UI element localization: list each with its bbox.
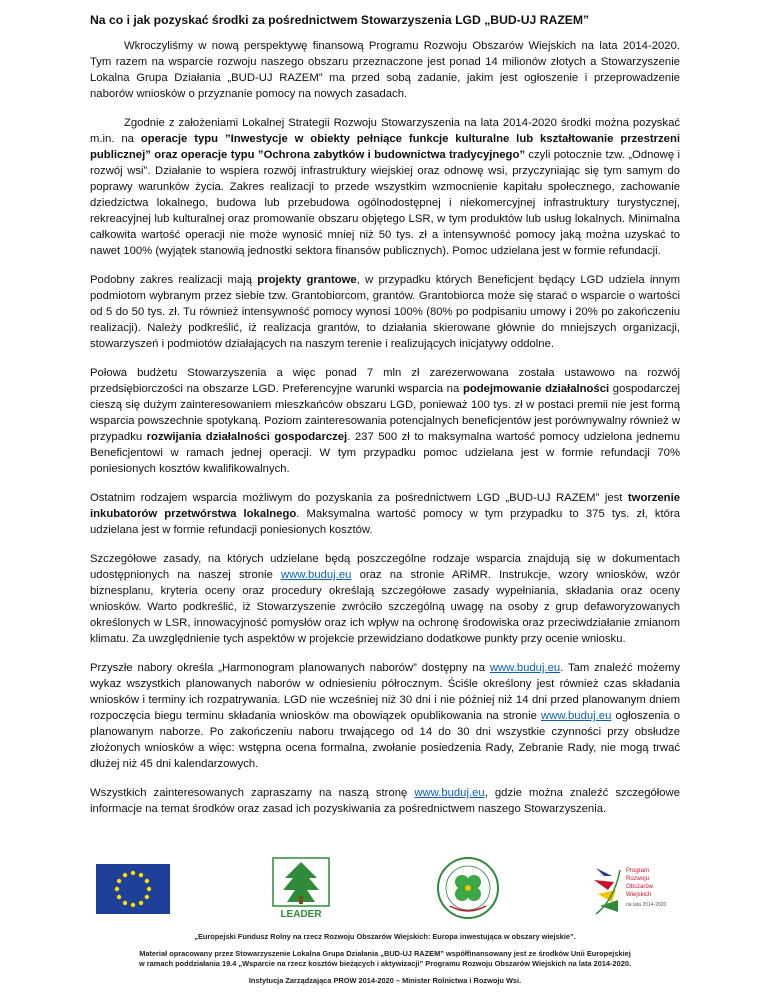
prow-logo — [590, 860, 680, 920]
paragraph-invitation — [90, 785, 680, 817]
prow-line-4: Wiejskich — [626, 892, 652, 898]
text-run: . Tam znaleźć możemy wykaz wszystkich planowanych naborów w odniesieniu półrocznym. Ściśle określony jest również czas składania wniosków i terminy ich rozpatrywania. LGD nie wcześniej niż 30 dni i nie później niż 14 dni przed planowanym dniem rozpoczęcia biegu terminu składania wniosków ma obowiązek opublikowania na stronie — [90, 662, 680, 722]
paragraph-grant-projects — [90, 272, 680, 352]
prow-years: na lata 2014-2020 — [626, 902, 667, 908]
website-link[interactable]: www.buduj.eu — [281, 569, 352, 581]
prow-line-1: Program — [626, 868, 650, 874]
leader-logo — [268, 856, 334, 920]
lgd-seal-logo — [436, 856, 500, 920]
bold-run: projekty grantowe — [257, 274, 357, 286]
bold-run: rozwijania działalności gospodarczej — [146, 431, 348, 443]
footer-line-cofinancing-1: Materiał opracowany przez Stowarzyszenie Lokalna Grupa Działania „BUD-UJ RAZEM” współfinansowany jest ze środków Unii Europejskiej — [139, 948, 631, 958]
text-run: Ostatnim rodzajem wsparcia możliwym do pozyskania za pośrednictwem LGD „BUD-UJ RAZEM” jest — [90, 492, 628, 504]
bold-run: podejmowanie działalności — [462, 383, 610, 395]
document-page — [90, 12, 680, 830]
text-run: Podobny zakres realizacji mają — [90, 274, 258, 286]
paragraph-incubators — [90, 490, 680, 538]
bold-run: operacje typu ”Inwestycje w obiekty pełniące funkcje kulturalne lub kształtowanie przestrzeni publicznej” oraz operacje typu ”Ochrona zabytków i budownictwa tradycyjnego” — [90, 133, 680, 161]
leader-logo-text: LEADER — [280, 909, 322, 920]
website-link[interactable]: www.buduj.eu — [541, 710, 612, 722]
paragraph-schedule — [90, 660, 680, 772]
text-run: . 237 500 zł to maksymalna wartość pomocy udzielona jednemu Beneficjentowi w ramach jednej operacji. W tym przypadku pomoc udzielana jest w formie refundacji 70% poniesionych kosztów kwalifikowalnych. — [90, 431, 680, 475]
prow-line-2: Rozwoju — [626, 876, 650, 882]
text-run: ogłoszenia o planowanym naborze. Po zakończeniu naboru trwającego od 14 do 30 dni wszystkie czynności przy obsłudze złożonych wniosków a więc: wstępna ocena formalna, zwołanie posiedzenia Rady, Zebranie Rady, nie mogą trwać dłużej niż 45 dni kalendarzowych. — [90, 710, 680, 770]
text-run: . Maksymalna wartość pomocy w tym przypadku to 375 tys. zł, która udzielana jest w formie refundacji poniesionych kosztów. — [90, 508, 680, 536]
website-link[interactable]: www.buduj.eu — [414, 787, 485, 799]
text-run: Szczegółowe zasady, na których udzielane będą poszczególne rodzaje wsparcia znajdują się w dokumentach udostępnionych na naszej stronie — [90, 553, 680, 581]
text-run: Przyszłe nabory określa „Harmonogram planowanych naborów” dostępny na — [90, 662, 490, 674]
logos-strip — [90, 856, 680, 926]
footer-line-motto: „Europejski Fundusz Rolny na rzecz Rozwoju Obszarów Wiejskich: Europa inwestująca w obszary wiejskie”. — [194, 932, 576, 941]
footer-credits — [90, 932, 680, 992]
text-run: Zgodnie z założeniami Lokalnej Strategii Rozwoju Stowarzyszenia na lata 2014-2020 środki można pozyskać m.in. na — [90, 117, 680, 145]
text-run: , w przypadku których Beneficjent będący LGD udziela innym podmiotom wybranym przez siebie tzw. Grantobiorcom, grantów. Grantobiorca może się starać o wsparcie o wartości od 5 do 50 tys. zł. Tu również intensywność pomocy wynosi 100% (80% po podpisaniu umowy i 20% po zakończeniu realizacji). Należy podkreślić, iż realizacja grantów, to działania skierowane głównie do mniejszych organizacji, stowarzyszeń i podmiotów działających na naszym terenie i realizujących inicjatywy oddolne. — [90, 274, 680, 350]
paragraph-intro: Wkroczyliśmy w nową perspektywę finansową Programu Rozwoju Obszarów Wiejskich na lata 2014-2020. Tym razem na wsparcie rozwoju naszego obszaru przeznaczone jest ponad 14 milionów złotych a Stowarzyszenie Lokalna Grupa Działania „BUD-UJ RAZEM” ma przed sobą zadanie, jakim jest ogłoszenie i przeprowadzenie naborów wniosków o przyznanie pomocy na nowych zasadach. — [90, 40, 680, 100]
footer-line-cofinancing-2: w ramach poddziałania 19.4 „Wsparcie na rzecz kosztów bieżących i aktywizacji” Programu Rozwoju Obszarów Wiejskich na lata 2014-2020. — [139, 959, 631, 968]
text-run: czyli potocznie tzw. „Odnowę i rozwój wsi”. Działanie to wspiera rozwój infrastruktury wiejskiej oraz odnowę wsi, przyczyniając się tym samym do poprawy warunków życia. Zakres realizacji to przede wszystkim wzmocnienie kapitału społecznego, zachowanie dziedzictwa lokalnego, budowa lub przebudowa ogólnodostępnej i niekomercyjnej infrastruktury turystycznej, rekreacyjnej lub kulturalnej oraz promowanie obszaru objętego LSR, w tym produktów lub usług lokalnych. Minimalna całkowita wartość operacji nie może wynosić mniej niż 50 tys. zł a intensywność pomocy jaką można uzyskać to nawet 100% (wyjątek stanowią jednostki sektora finansów publicznych). Pomoc udzielana jest w formie refundacji. — [90, 149, 680, 257]
bold-run: tworzenie inkubatorów przetwórstwa lokalnego — [90, 492, 680, 520]
text-run: Połowa budżetu Stowarzyszenia a więc ponad 7 mln zł zarezerwowana została ustawowo na rozwój przedsiębiorczości na obszarze LGD. Preferencyjne warunki wsparcia na — [90, 367, 680, 395]
text-run: Wszystkich zainteresowanych zapraszamy na naszą stronę — [90, 787, 415, 799]
document-title: Na co i jak pozyskać środki za pośrednictwem Stowarzyszenia LGD „BUD-UJ RAZEM” — [90, 13, 590, 27]
text-run: gospodarczej cieszą się dużym zainteresowaniem mieszkańców obszaru LGD, ponieważ 100 tys. zł w postaci premii nie jest formą wsparcia powszechnie spotykaną. Poziom zainteresowania potencjalnych beneficjentów jest porównywalny również w przypadku — [90, 383, 681, 443]
paragraph-village-renewal — [90, 115, 680, 259]
text-run: , gdzie można znaleźć szczegółowe informacje na temat środków oraz zasad ich pozyskiwania za pośrednictwem naszego Stowarzyszenia. — [90, 787, 680, 815]
paragraph-detailed-rules — [90, 551, 680, 647]
eu-flag-logo — [96, 864, 170, 914]
prow-line-3: Obszarów — [626, 884, 654, 890]
footer-line-authority: Instytucja Zarządzająca PROW 2014-2020 – Minister Rolnictwa i Rozwoju Wsi. — [248, 975, 522, 985]
text-run: oraz na stronie ARiMR. Instrukcje, wzory wniosków, wzór biznesplanu, kryteria oceny oraz procedury określają szczegółowe zasady wypełniania, składania oraz oceny wniosków. Warto podkreślić, iż Stowarzyszenie zwróciło szczególną uwagę na osoby z grup defaworyzowanych określonych w LSR, innowacyjność pomysłów oraz ich wpływ na ochronę środowiska oraz przeciwdziałanie zmianom klimatu. Za uwzględnienie tych aspektów w projekcie przewidziano dodatkowe punkty przy ocenie wniosku. — [90, 569, 680, 645]
website-link[interactable]: www.buduj.eu — [489, 662, 561, 674]
paragraph-entrepreneurship — [90, 365, 680, 477]
